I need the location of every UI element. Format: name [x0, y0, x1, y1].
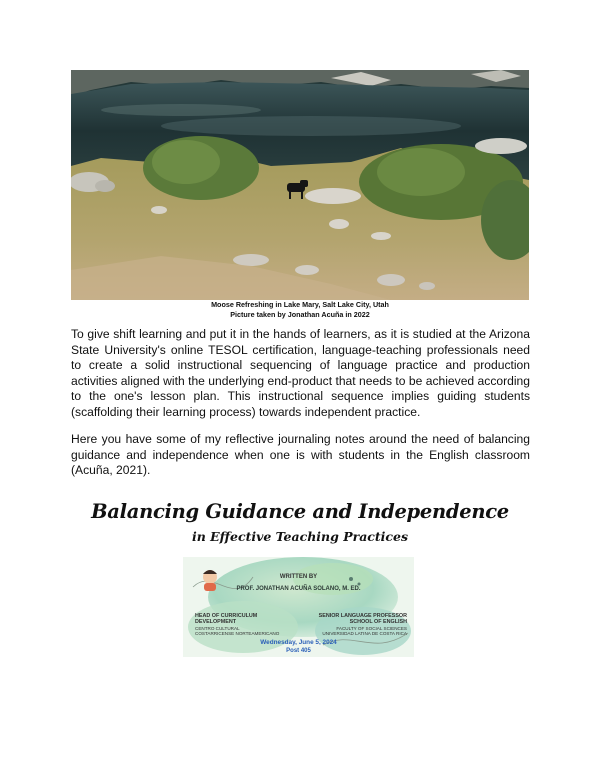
banner-post-number: Post 405	[286, 648, 311, 654]
banner-right-org-2: UNIVERSIDAD LATINA DE COSTA RICA	[322, 631, 407, 636]
body-paragraph-2: Here you have some of my reflective journaling notes around the need of balancing guidance and independence when one is with students in the English classroom (Acuña, 2021).	[71, 432, 530, 478]
photo-caption-credit: Picture taken by Jonathan Acuña in 2022	[230, 310, 370, 319]
banner-left-role-2: DEVELOPMENT	[195, 619, 237, 625]
banner-date: Wednesday, June 5, 2024	[260, 639, 337, 646]
banner-left-role-1: HEAD OF CURRICULUM	[195, 613, 258, 619]
body-paragraph-1: To give shift learning and put it in the hands of learners, as it is studied at the Arizona State University's online TESOL certification, language-teaching professionals need to create a solid instructional sequencing of language practice and production activities aligned with the underlying end-product that needs to be achieved according to the one's lesson plan. This instructional sequence implies guiding students (scaffolding their learning process) towards independent practice.	[71, 327, 530, 419]
lake-moose-photo	[71, 70, 529, 300]
banner-left-org-1: CENTRO CULTURAL	[195, 626, 240, 631]
photo-caption-title: Moose Refreshing in Lake Mary, Salt Lake City, Utah	[211, 300, 389, 309]
photo-illustration	[71, 70, 529, 300]
banner-right-role-1: SENIOR LANGUAGE PROFESSOR	[318, 613, 407, 619]
banner-right-org-1: FACULTY OF SOCIAL SCIENCES	[336, 626, 407, 631]
section-subtitle: in Effective Teaching Practices	[191, 529, 409, 544]
banner-left-org-2: COSTARRICENSE NORTEAMERICANO	[195, 631, 280, 636]
banner-written-by: WRITTEN BY	[279, 574, 318, 580]
banner-author: PROF. JONATHAN ACUÑA SOLANO, M. ED.	[236, 586, 361, 592]
banner-right-role-2: SCHOOL OF ENGLISH	[349, 619, 407, 625]
section-title: Balancing Guidance and Independence	[91, 500, 509, 523]
post-banner	[183, 557, 414, 657]
